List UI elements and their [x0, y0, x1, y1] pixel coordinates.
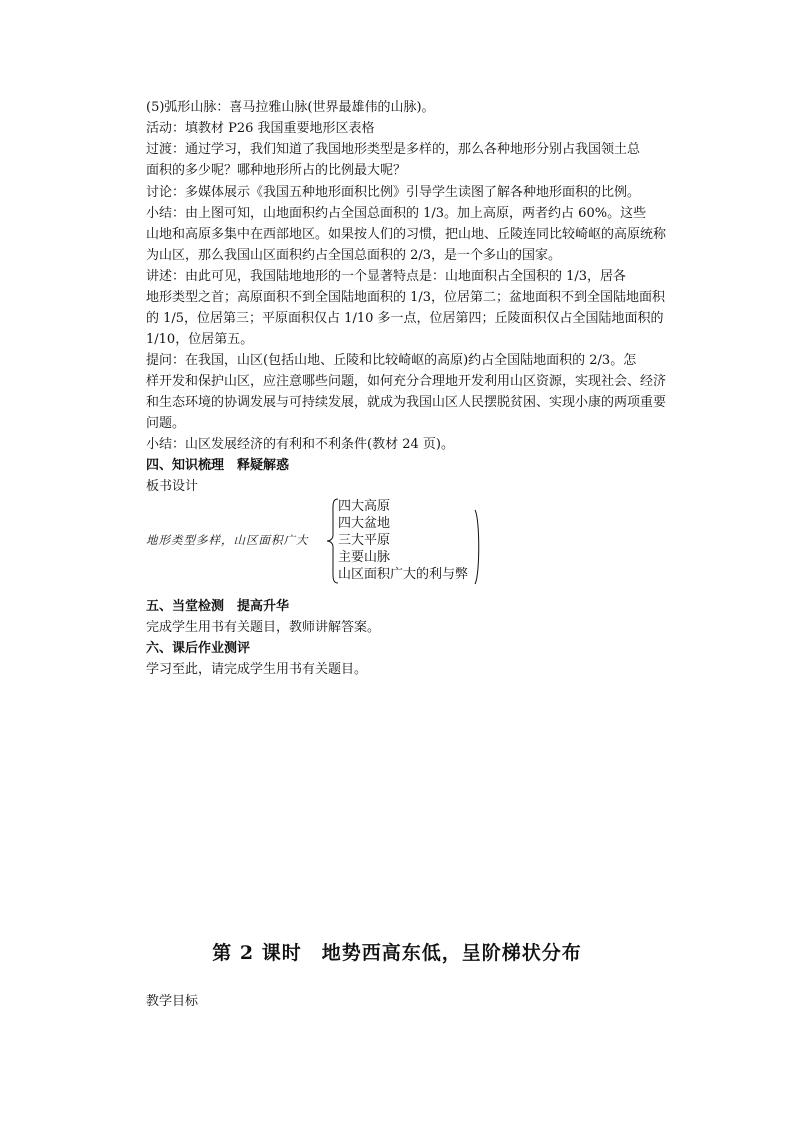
paragraph-line: 问题。: [146, 416, 186, 431]
paragraph-line: 小结：由上图可知，山地面积约占全国总面积的 1/3。加上高原，两者约占 60%。这些: [146, 206, 647, 221]
paragraph-line: 为山区，那么我国山区面积约占全国总面积的 2/3，是一个多山的国家。: [146, 248, 562, 263]
paragraph-line: 山地和高原多集中在西部地区。如果按人们的习惯，把山地、丘陵连同比较崎岖的高原统称: [146, 227, 667, 242]
diagram-item: 山区面积广大的利与弊: [338, 567, 469, 582]
diagram-item: 主要山脉: [338, 550, 391, 565]
teaching-goals-label: 教学目标: [146, 994, 199, 1009]
paragraph-line: 过渡：通过学习，我们知道了我国地形类型是多样的，那么各种地形分别占我国领土总: [146, 142, 641, 157]
diagram-item: 四大高原: [338, 499, 391, 514]
section-text: 完成学生用书有关题目，教师讲解答案。: [146, 620, 381, 635]
diagram-root-label: 地形类型多样，山区面积广大: [146, 533, 309, 547]
diagram-item: 三大平原: [338, 533, 391, 548]
section-text: 学习至此，请完成学生用书有关题目。: [146, 662, 368, 677]
section-heading: 六、课后作业测评: [146, 641, 251, 656]
board-design-diagram: [146, 497, 546, 585]
diagram-item: 四大盆地: [338, 516, 391, 531]
paragraph-line: 提问：在我国，山区(包括山地、丘陵和比较崎岖的高原)约占全国陆地面积的 2/3。怎: [146, 353, 637, 368]
paragraph-line: 地形类型之首；高原面积不到全国陆地面积的 1/3，位居第二；盆地面积不到全国陆地面积: [146, 290, 666, 305]
paragraph-line: 讲述：由此可见，我国陆地地形的一个显著特点是：山地面积占全国积的 1/3，居各: [146, 269, 627, 284]
section-heading: 四、知识梳理 释疑解惑: [146, 458, 290, 473]
paragraph-line: (5)弧形山脉：喜马拉雅山脉(世界最雄伟的山脉)。: [146, 100, 435, 115]
paragraph-line: 活动：填教材 P26 我国重要地形区表格: [146, 121, 375, 136]
lesson-title: 第 2 课时 地势西高东低，呈阶梯状分布: [212, 942, 582, 964]
right-bracket: [474, 509, 482, 585]
paragraph-line: 面积的多少呢？哪种地形所占的比例最大呢？: [146, 163, 407, 178]
paragraph-line: 讨论：多媒体展示《我国五种地形面积比例》引导学生读图了解各种地形面积的比例。: [146, 185, 641, 200]
paragraph-line: 小结：山区发展经济的有利和不利条件(教材 24 页)。: [146, 437, 454, 452]
board-design-label: 板书设计: [146, 479, 199, 494]
paragraph-line: 1/10，位居第五。: [146, 332, 254, 347]
paragraph-line: 样开发和保护山区，应注意哪些问题，如何充分合理地开发利用山区资源，实现社会、经济: [146, 374, 667, 389]
paragraph-line: 的 1/5，位居第三；平原面积仅占 1/10 多一点，位居第四；丘陵面积仅占全国陆地面积的: [146, 311, 664, 326]
section-heading: 五、当堂检测 提高升华: [146, 599, 290, 614]
paragraph-line: 和生态环境的协调发展与可持续发展，就成为我国山区人民摆脱贫困、实现小康的两项重要: [146, 395, 667, 410]
